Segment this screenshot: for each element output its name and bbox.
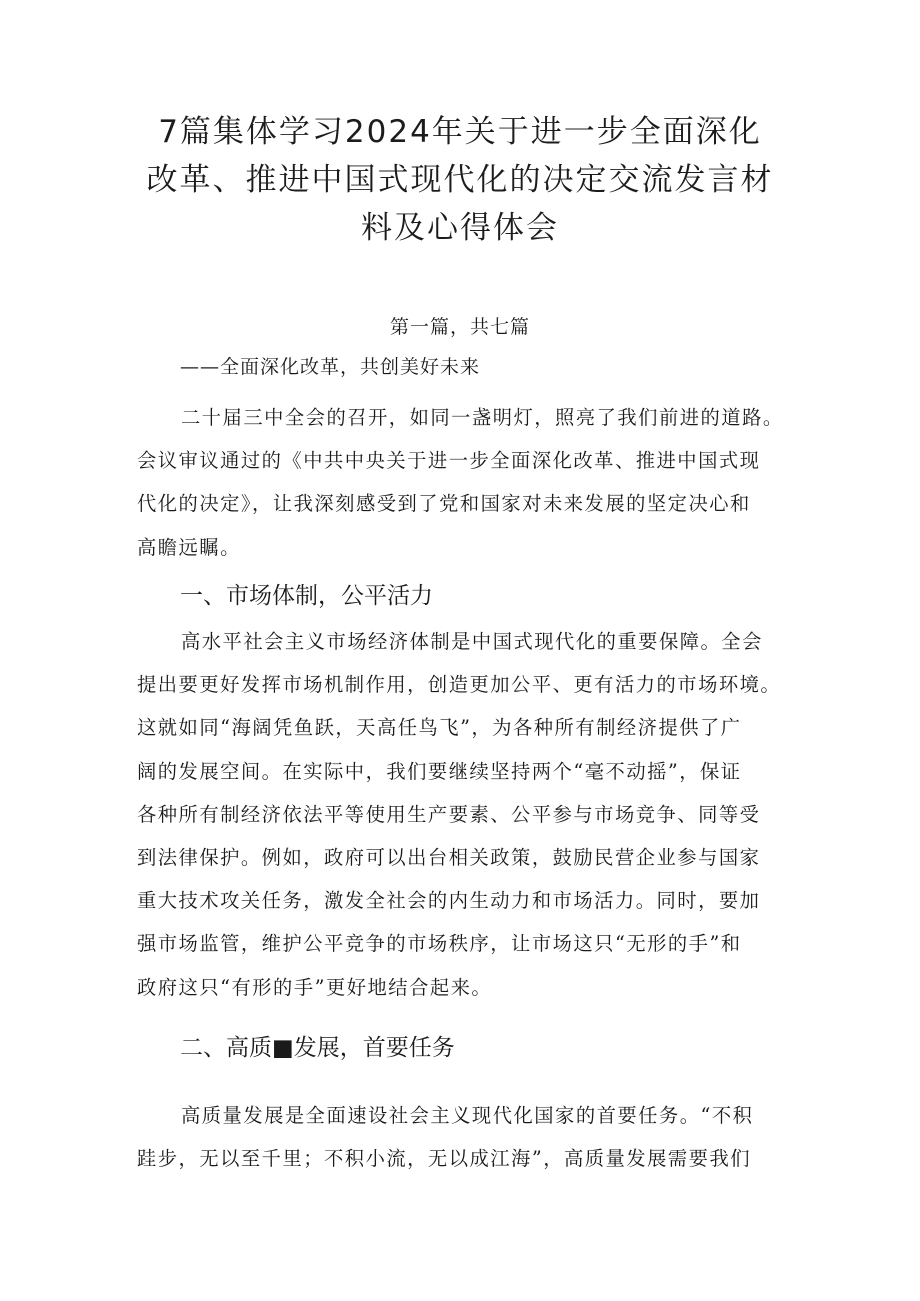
text-line: 会议审议通过的《中共中央关于进一步全面深化改革、推进中国式现 xyxy=(137,449,761,473)
text-line: 重大技术攻关任务，激发全社会的内生动力和市场活力。同时，要加 xyxy=(137,889,761,913)
text-line: 高瞻远瞩。 xyxy=(137,535,241,559)
document-title xyxy=(120,108,800,252)
title-line: 改革、推进中国式现代化的决定交流发言材 xyxy=(146,162,774,198)
title-line: 料及心得体会 xyxy=(361,210,559,246)
text-line: 高质量发展是全面速设社会主义现代化国家的首要任务。“不积 xyxy=(181,1104,754,1127)
intro-paragraph xyxy=(137,396,787,569)
text-line: 各种所有制经济依法平等使用生产要素、公平参与市场竞争、同等受 xyxy=(137,802,761,826)
text-line: 跬步，无以至千里；不积小流，无以成江海”，高质量发展需要我们 xyxy=(137,1147,752,1171)
text-line: 二十届三中全会的召开，如同一盏明灯，照亮了我们前进的道路。 xyxy=(181,406,784,429)
text-line: 强市场监管，维护公平竞争的市场秩序，让市场这只“无形的手”和 xyxy=(137,932,742,956)
section-heading-2: 二、高质■发展，首要任务 xyxy=(180,1035,455,1061)
text-line: 到法律保护。例如，政府可以出台相关政策，鼓励民营企业参与国家 xyxy=(137,846,761,870)
title-line: 7篇集体学习2024年关于进一步全面深化 xyxy=(158,114,762,150)
text-line: 阔的发展空间。在实际中，我们要继续坚持两个“毫不动摇”，保证 xyxy=(137,759,742,783)
section-heading-1: 一、市场体制，公平活力 xyxy=(180,583,433,609)
section-1-paragraph xyxy=(137,620,787,1009)
subtitle: ——全面深化改革，共创美好未来 xyxy=(180,356,481,378)
text-line: 代化的决定》，让我深刻感受到了党和国家对未来发展的坚定决心和 xyxy=(137,492,751,516)
text-line: 政府这只“有形的手”更好地结合起来。 xyxy=(137,975,493,999)
text-line: 高水平社会主义市场经济体制是中国式现代化的重要保障。全会 xyxy=(181,630,763,653)
text-line: 提出要更好发挥市场机制作用，创造更加公平、更有活力的市场环境。 xyxy=(137,673,782,697)
section-2-paragraph xyxy=(137,1094,787,1180)
text-line: 这就如同“海阔凭鱼跃，天高任鸟飞”，为各种所有制经济提供了广 xyxy=(137,716,742,740)
part-label: 第一篇，共七篇 xyxy=(389,316,530,338)
